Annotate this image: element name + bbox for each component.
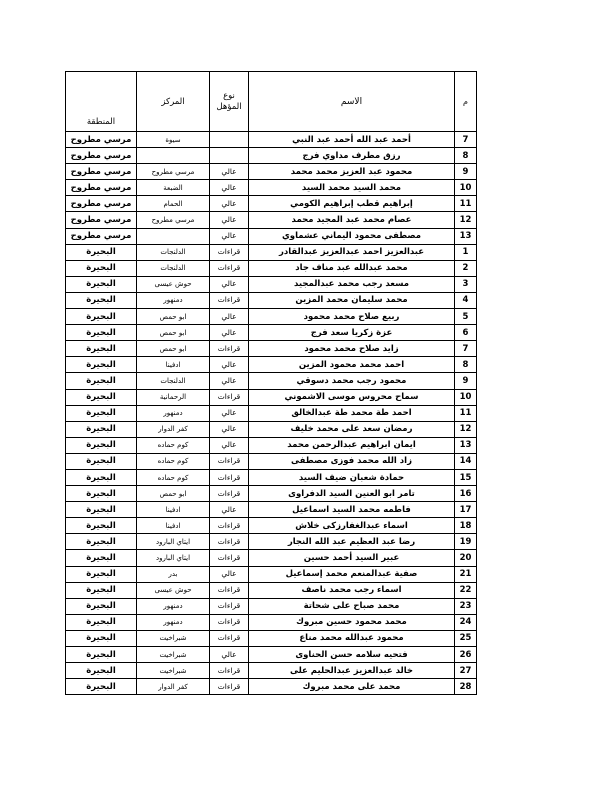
qualification-cell: قراءات: [210, 292, 249, 308]
number-cell: 11: [455, 405, 477, 421]
region-cell: البحيرة: [66, 582, 137, 598]
table-row: [66, 630, 477, 646]
number-cell: 22: [455, 582, 477, 598]
region-cell: البحيرة: [66, 566, 137, 582]
name-cell: احمد محمد محمود المزين: [249, 357, 455, 373]
qualification-cell: عالي: [210, 164, 249, 180]
qualification-cell: قراءات: [210, 260, 249, 276]
number-header: م: [455, 72, 477, 132]
name-cell: أحمد عبد الله أحمد عبد النبي: [249, 132, 455, 148]
number-cell: 18: [455, 518, 477, 534]
name-cell: محمد السيد محمد السيد: [249, 180, 455, 196]
name-cell: سماح محروس موسى الاشموني: [249, 389, 455, 405]
region-cell: البحيرة: [66, 437, 137, 453]
region-cell: البحيرة: [66, 647, 137, 663]
table-row: [66, 132, 477, 148]
number-cell: 5: [455, 309, 477, 325]
table-row: [66, 582, 477, 598]
number-cell: 8: [455, 357, 477, 373]
qualification-cell: عالي: [210, 566, 249, 582]
region-cell: البحيرة: [66, 486, 137, 502]
center-cell: ادفينا: [137, 502, 210, 518]
center-cell: ادفينا: [137, 357, 210, 373]
qualification-cell: عالي: [210, 180, 249, 196]
name-cell: رمضان سعد على محمد خليف: [249, 421, 455, 437]
table-row: [66, 421, 477, 437]
name-cell: عبير السيد أحمد حسين: [249, 550, 455, 566]
table-row: [66, 566, 477, 582]
center-cell: الدلنجات: [137, 244, 210, 260]
number-cell: 7: [455, 341, 477, 357]
qualification-cell: قراءات: [210, 534, 249, 550]
name-cell: صفية عبدالمنعم محمد إسماعيل: [249, 566, 455, 582]
table-row: [66, 647, 477, 663]
number-cell: 9: [455, 373, 477, 389]
center-cell: ابو حمص: [137, 309, 210, 325]
name-cell: محمد محمود حسين مبروك: [249, 614, 455, 630]
number-cell: 10: [455, 389, 477, 405]
region-cell: البحيرة: [66, 663, 137, 679]
table-row: [66, 244, 477, 260]
qualification-cell: قراءات: [210, 341, 249, 357]
region-cell: البحيرة: [66, 614, 137, 630]
qualification-cell: قراءات: [210, 630, 249, 646]
number-cell: 15: [455, 469, 477, 485]
name-cell: اسماء رجب محمد ناصف: [249, 582, 455, 598]
qualification-cell: عالي: [210, 276, 249, 292]
name-cell: زاد الله محمد فوزى مصطفى: [249, 453, 455, 469]
number-cell: 13: [455, 437, 477, 453]
region-cell: البحيرة: [66, 550, 137, 566]
number-cell: 12: [455, 212, 477, 228]
table-row: [66, 614, 477, 630]
center-cell: ابو حمص: [137, 325, 210, 341]
table-row: [66, 228, 477, 244]
name-cell: محمد سليمان محمد المزين: [249, 292, 455, 308]
table-row: [66, 469, 477, 485]
table-row: [66, 598, 477, 614]
number-cell: 27: [455, 663, 477, 679]
qualification-cell: عالي: [210, 405, 249, 421]
table-row: [66, 486, 477, 502]
region-cell: مرسي مطروح: [66, 132, 137, 148]
qualification-header: نوع المؤهل: [210, 72, 249, 132]
name-cell: محمد عبدالله عبد مناف جاد: [249, 260, 455, 276]
table-row: [66, 389, 477, 405]
name-cell: محمود عبدالله محمد مناع: [249, 630, 455, 646]
region-cell: مرسي مطروح: [66, 212, 137, 228]
region-cell: البحيرة: [66, 421, 137, 437]
region-cell: مرسي مطروح: [66, 196, 137, 212]
number-cell: 8: [455, 148, 477, 164]
name-cell: مسعد رجب محمد عبدالمجيد: [249, 276, 455, 292]
center-cell: [137, 148, 210, 164]
region-cell: البحيرة: [66, 244, 137, 260]
region-cell: البحيرة: [66, 260, 137, 276]
center-cell: سيوة: [137, 132, 210, 148]
table-row: [66, 357, 477, 373]
center-cell: كفر الدوار: [137, 679, 210, 695]
results-table: [65, 71, 477, 695]
region-cell: البحيرة: [66, 453, 137, 469]
number-cell: 20: [455, 550, 477, 566]
qualification-cell: عالي: [210, 357, 249, 373]
center-cell: شبراخيت: [137, 663, 210, 679]
name-cell: محمود عبد العزيز محمد محمد: [249, 164, 455, 180]
qualification-cell: قراءات: [210, 614, 249, 630]
number-cell: 17: [455, 502, 477, 518]
number-cell: 16: [455, 486, 477, 502]
number-cell: 25: [455, 630, 477, 646]
name-cell: إبراهيم قطب إبراهيم الكومي: [249, 196, 455, 212]
table-row: [66, 164, 477, 180]
center-cell: ابو حمص: [137, 341, 210, 357]
center-cell: ابو حمص: [137, 486, 210, 502]
region-cell: البحيرة: [66, 325, 137, 341]
center-cell: دمنهور: [137, 405, 210, 421]
center-cell: مرسي مطروح: [137, 164, 210, 180]
table-row: [66, 276, 477, 292]
number-cell: 19: [455, 534, 477, 550]
region-cell: مرسي مطروح: [66, 164, 137, 180]
qualification-cell: قراءات: [210, 550, 249, 566]
number-cell: 6: [455, 325, 477, 341]
table-header-row: [66, 72, 477, 132]
center-cell: دمنهور: [137, 614, 210, 630]
region-cell: البحيرة: [66, 598, 137, 614]
center-cell: شبراخيت: [137, 647, 210, 663]
number-cell: 11: [455, 196, 477, 212]
name-cell: عصام محمد عبد المجيد محمد: [249, 212, 455, 228]
number-cell: 4: [455, 292, 477, 308]
table-body: [66, 132, 477, 695]
number-cell: 12: [455, 421, 477, 437]
number-cell: 7: [455, 132, 477, 148]
number-cell: 2: [455, 260, 477, 276]
center-header: المركز: [137, 72, 210, 132]
region-cell: البحيرة: [66, 373, 137, 389]
table-row: [66, 518, 477, 534]
number-cell: 14: [455, 453, 477, 469]
table-row: [66, 196, 477, 212]
table-row: [66, 212, 477, 228]
name-cell: رزق مطرف مداوي فرج: [249, 148, 455, 164]
region-cell: البحيرة: [66, 502, 137, 518]
qualification-cell: [210, 148, 249, 164]
name-cell: محمود رجب محمد دسوقي: [249, 373, 455, 389]
region-cell: البحيرة: [66, 292, 137, 308]
center-cell: الرحمانية: [137, 389, 210, 405]
table-row: [66, 373, 477, 389]
number-cell: 23: [455, 598, 477, 614]
table-row: [66, 180, 477, 196]
region-cell: مرسي مطروح: [66, 228, 137, 244]
center-cell: ايتاي البارود: [137, 534, 210, 550]
qualification-cell: قراءات: [210, 244, 249, 260]
center-cell: دمنهور: [137, 598, 210, 614]
name-cell: ربيع صلاح محمد محمود: [249, 309, 455, 325]
table-row: [66, 534, 477, 550]
table-row: [66, 292, 477, 308]
region-header: المنطقة: [66, 72, 137, 132]
qualification-cell: قراءات: [210, 663, 249, 679]
name-cell: حمادة شعبان ضيف السيد: [249, 469, 455, 485]
center-cell: الحمام: [137, 196, 210, 212]
qualification-cell: عالي: [210, 421, 249, 437]
region-cell: البحيرة: [66, 357, 137, 373]
region-cell: البحيرة: [66, 534, 137, 550]
number-cell: 3: [455, 276, 477, 292]
qualification-cell: قراءات: [210, 389, 249, 405]
qualification-cell: قراءات: [210, 679, 249, 695]
center-cell: دمنهور: [137, 292, 210, 308]
center-cell: مرسي مطروح: [137, 212, 210, 228]
name-cell: تامر ابو العنين السيد الدفراوى: [249, 486, 455, 502]
region-cell: البحيرة: [66, 341, 137, 357]
table-row: [66, 260, 477, 276]
center-cell: بدر: [137, 566, 210, 582]
name-cell: مصطفى محمود اليماني عشماوي: [249, 228, 455, 244]
center-cell: ايتاي البارود: [137, 550, 210, 566]
region-cell: البحيرة: [66, 309, 137, 325]
qualification-cell: قراءات: [210, 518, 249, 534]
number-cell: 21: [455, 566, 477, 582]
name-header: الاسم: [249, 72, 455, 132]
qualification-cell: عالي: [210, 325, 249, 341]
name-cell: احمد طة محمد طة عبدالخالق: [249, 405, 455, 421]
name-cell: فتحيه سلامه حسن الحناوى: [249, 647, 455, 663]
center-cell: كوم حماده: [137, 453, 210, 469]
name-cell: عبدالعزيز احمد عبدالعزيز عبدالقادر: [249, 244, 455, 260]
center-cell: حوش عيسى: [137, 276, 210, 292]
number-cell: 1: [455, 244, 477, 260]
name-cell: عزة زكريا سعد فرج: [249, 325, 455, 341]
name-cell: خالد عبدالعزيز عبدالحليم على: [249, 663, 455, 679]
region-cell: البحيرة: [66, 389, 137, 405]
qualification-cell: عالي: [210, 647, 249, 663]
table-row: [66, 437, 477, 453]
name-cell: محمد على محمد مبروك: [249, 679, 455, 695]
table-row: [66, 550, 477, 566]
qualification-cell: عالي: [210, 228, 249, 244]
number-cell: 9: [455, 164, 477, 180]
region-cell: البحيرة: [66, 469, 137, 485]
center-cell: كوم حماده: [137, 469, 210, 485]
center-cell: ادفينا: [137, 518, 210, 534]
table-row: [66, 325, 477, 341]
name-cell: رضا عبد العظيم عبد الله النجار: [249, 534, 455, 550]
region-cell: البحيرة: [66, 630, 137, 646]
center-cell: كفر الدوار: [137, 421, 210, 437]
name-cell: فاطمه محمد السيد اسماعيل: [249, 502, 455, 518]
number-cell: 13: [455, 228, 477, 244]
name-cell: ايمان ابراهيم عبدالرحمن محمد: [249, 437, 455, 453]
region-cell: مرسي مطروح: [66, 180, 137, 196]
qualification-cell: عالي: [210, 373, 249, 389]
center-cell: كوم حماده: [137, 437, 210, 453]
table-row: [66, 453, 477, 469]
table-row: [66, 679, 477, 695]
name-cell: زايد صلاح محمد محمود: [249, 341, 455, 357]
table-row: [66, 663, 477, 679]
number-cell: 10: [455, 180, 477, 196]
number-cell: 24: [455, 614, 477, 630]
center-cell: الدلنجات: [137, 373, 210, 389]
table-row: [66, 309, 477, 325]
qualification-cell: عالي: [210, 212, 249, 228]
region-cell: البحيرة: [66, 276, 137, 292]
region-cell: البحيرة: [66, 679, 137, 695]
region-cell: مرسي مطروح: [66, 148, 137, 164]
region-cell: البحيرة: [66, 518, 137, 534]
center-cell: [137, 228, 210, 244]
qualification-cell: قراءات: [210, 582, 249, 598]
qualification-cell: [210, 132, 249, 148]
qualification-cell: عالي: [210, 196, 249, 212]
qualification-cell: قراءات: [210, 486, 249, 502]
table-row: [66, 502, 477, 518]
center-cell: شبراخيت: [137, 630, 210, 646]
name-cell: محمد صباح على شحاتة: [249, 598, 455, 614]
center-cell: الضبعة: [137, 180, 210, 196]
qualification-cell: عالي: [210, 437, 249, 453]
qualification-cell: عالي: [210, 502, 249, 518]
name-cell: اسماء عبدالغفارزكى خلاش: [249, 518, 455, 534]
table-row: [66, 341, 477, 357]
center-cell: حوش عيسى: [137, 582, 210, 598]
number-cell: 28: [455, 679, 477, 695]
qualification-cell: قراءات: [210, 598, 249, 614]
number-cell: 26: [455, 647, 477, 663]
qualification-cell: قراءات: [210, 469, 249, 485]
table-row: [66, 405, 477, 421]
qualification-cell: قراءات: [210, 453, 249, 469]
qualification-cell: عالي: [210, 309, 249, 325]
region-cell: البحيرة: [66, 405, 137, 421]
table-row: [66, 148, 477, 164]
center-cell: الدلنجات: [137, 260, 210, 276]
